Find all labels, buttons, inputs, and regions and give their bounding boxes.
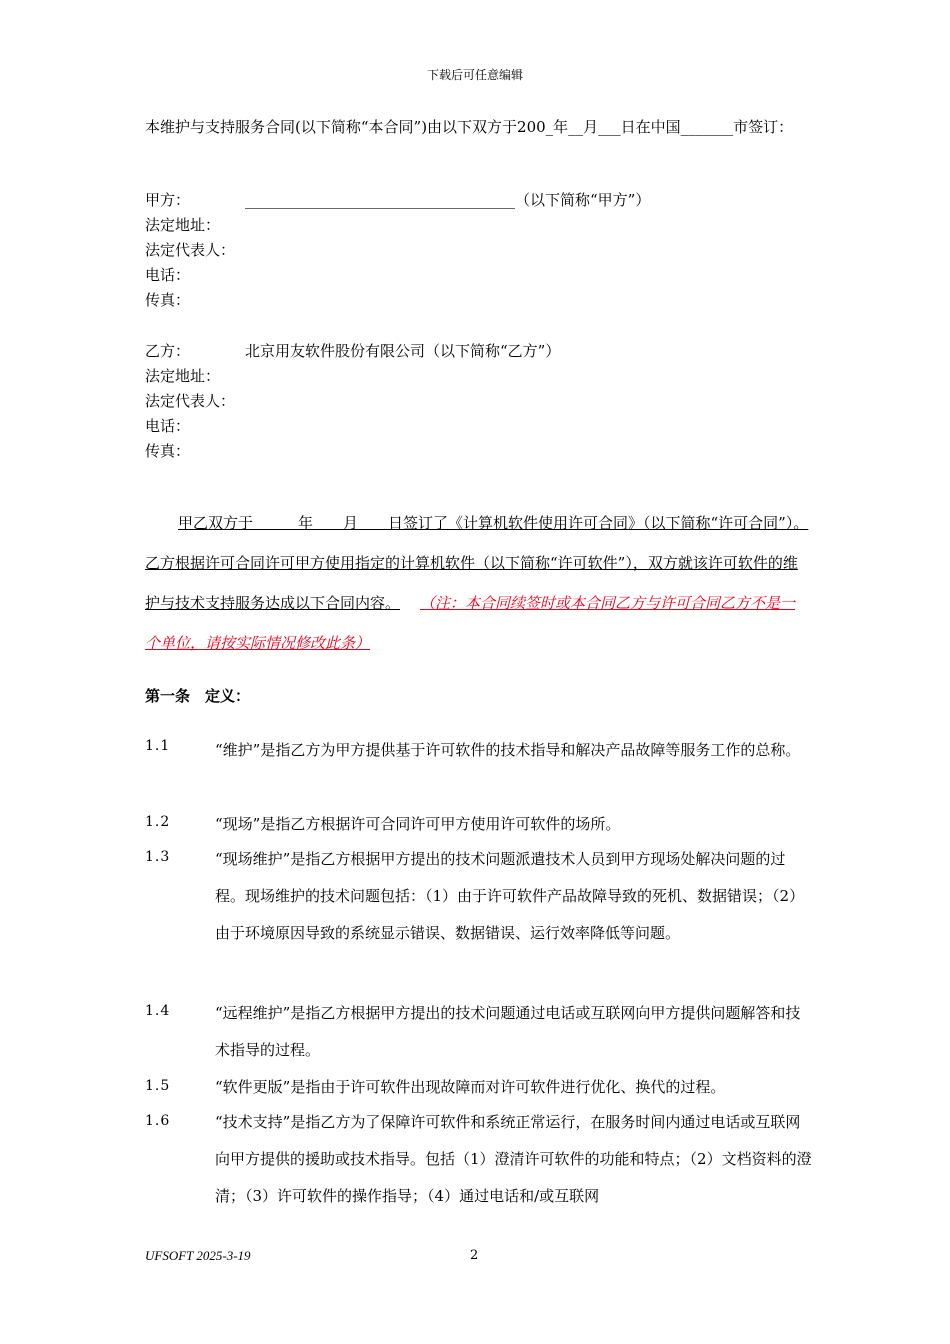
definition-text: “现场”是指乙方根据许可合同许可甲方使用许可软件的场所。	[215, 815, 621, 833]
item-number: 1.1	[145, 738, 171, 754]
definition-text: “现场维护”是指乙方根据甲方提出的技术问题派遣技术人员到甲方现场处解决问题的过程。现场维护的技术问题包括：（1）由于许可软件产品故障导致的死机、数据错误；（2）由于环境原因导致的系统显示错误、数据错误、运行效率降低等问题。	[215, 850, 805, 942]
party-a-label: 甲方：	[145, 191, 191, 209]
party-a-address-label: 法定地址：	[145, 216, 221, 234]
preamble-paragraph	[145, 503, 810, 663]
item-number: 1.2	[145, 814, 171, 830]
party-a-blank: ____________________________________	[245, 191, 515, 209]
header-note: 下载后可任意编辑	[426, 68, 523, 82]
section-1-title: 第一条 定义：	[145, 687, 251, 705]
party-a-line	[245, 188, 650, 212]
item-number: 1.6	[145, 1113, 171, 1129]
preamble-text: 甲乙双方于 年 月 日签订了《计算机软件使用许可合同》（以下简称“许可合同”）。乙方根据许可合同许可甲方使用指定的计算机软件（以下简称“许可软件”），双方就该许可软件的维护与技术支持服务达成以下合同内容。	[145, 514, 809, 612]
definition-text: “软件更版”是指由于许可软件出现故障而对许可软件进行优化、换代的过程。	[215, 1078, 726, 1096]
definition-text: “维护”是指乙方为甲方提供基于许可软件的技术指导和解决产品故障等服务工作的总称。	[215, 741, 801, 759]
party-a-fax-label: 传真：	[145, 291, 191, 309]
party-a-suffix: （以下简称“甲方”）	[515, 191, 651, 209]
party-b-fax-label: 传真：	[145, 442, 191, 460]
contract-intro: 本维护与支持服务合同(以下简称“本合同”)由以下双方于200_年__月___日在中国_______市签订：	[145, 118, 794, 136]
party-a-phone-label: 电话：	[145, 266, 191, 284]
party-b-name: 北京用友软件股份有限公司（以下简称“乙方”）	[245, 342, 561, 360]
party-b-address-label: 法定地址：	[145, 367, 221, 385]
preamble-note: （注：本合同续签时或本合同乙方与许可合同乙方不是一个单位，请按实际情况修改此条）	[145, 594, 796, 652]
page-number: 2	[470, 1248, 479, 1263]
footer-left: UFSOFT 2025-3-19	[145, 1248, 251, 1263]
item-number: 1.3	[145, 849, 171, 865]
definition-text: “远程维护”是指乙方根据甲方提出的技术问题通过电话或互联网向甲方提供问题解答和技术指导的过程。	[215, 1004, 801, 1059]
definition-text: “技术支持”是指乙方为了保障许可软件和系统正常运行，在服务时间内通过电话或互联网向甲方提供的援助或技术指导。包括（1）澄清许可软件的功能和特点；（2）文档资料的澄清；（3）许可软件的操作指导；（4）通过电话和/或互联网	[215, 1113, 812, 1205]
party-b-representative-label: 法定代表人：	[145, 392, 236, 410]
item-number: 1.5	[145, 1078, 171, 1094]
party-b-phone-label: 电话：	[145, 417, 191, 435]
item-number: 1.4	[145, 1003, 171, 1019]
party-b-label: 乙方：	[145, 342, 191, 360]
party-a-representative-label: 法定代表人：	[145, 241, 236, 259]
